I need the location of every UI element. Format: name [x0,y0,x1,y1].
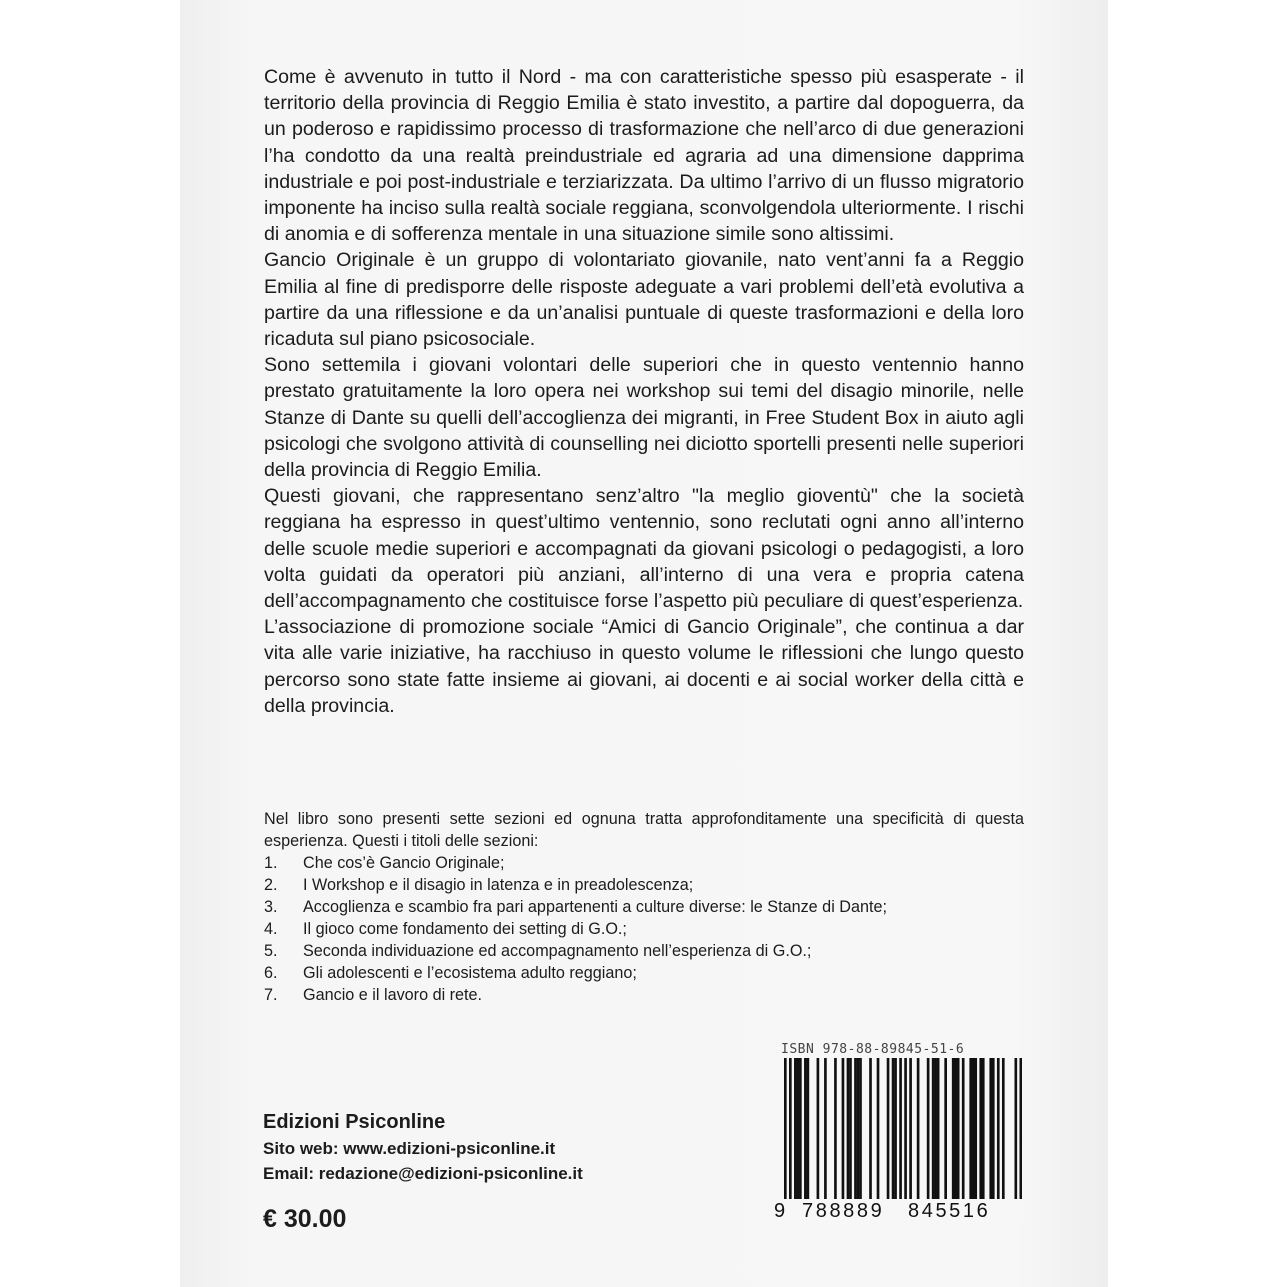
barcode-bar [789,1058,792,1218]
barcode-lead-digit: 9 [774,1200,786,1222]
book-price: € 30.00 [263,1205,347,1233]
barcode-bar [859,1058,862,1200]
barcode-bar [1014,1058,1017,1218]
barcode-bar [784,1058,787,1218]
barcode-bar [824,1058,827,1200]
barcode-bar [817,1058,820,1200]
barcode-bar [869,1058,872,1200]
list-item-text: Seconda individuazione ed accompagnamento nell’esperienza di G.O.; [303,942,812,960]
barcode-bar [899,1058,902,1218]
list-item [264,984,1024,1006]
barcode-bar [1002,1058,1005,1200]
barcode-right-group: 845516 [908,1200,991,1222]
barcode-bar [794,1058,797,1200]
list-item-number: 5. [264,942,278,960]
description-paragraph-5: L’associazione di promozione sociale “Amici di Gancio Originale”, che continua a dar vita alle varie iniziative, ha racchiuso in questo volume le riflessioni che lungo questo percorso sono state fatte insieme ai giovani, ai docenti e ai social worker della città e della provincia. [264,616,1024,717]
barcode-bar [807,1058,810,1200]
barcode-bar [982,1058,985,1200]
description-paragraph-1: Come è avvenuto in tutto il Nord - ma con caratteristiche spesso più esasperate - il territorio della provincia di Reggio Emilia è stato investito, a partire dal dopoguerra, da un poderoso e rapidissimo processo di trasformazione che nell’arco di due generazioni l’ha condotto da una realtà preindustriale ed agraria ad una dimensione dapprima industriale e poi post-industriale e terziarizzata. Da ultimo l’arrivo di un flusso migratorio imponente ha inciso sulla realtà sociale reggiana, sconvolgendola ulteriormente. I rischi di anomia e di sofferenza mentale in una situazione simile sono altissimi. [264,66,1024,246]
barcode-bar [952,1058,955,1200]
barcode-bar [887,1058,890,1200]
list-item-text: I Workshop e il disagio in latenza e in preadolescenza; [303,876,694,894]
list-item-number: 1. [264,854,278,872]
publisher-name: Edizioni Psiconline [263,1111,446,1133]
list-item-number: 6. [264,964,278,982]
barcode-bar [957,1058,960,1200]
sections-summary [264,808,1024,1006]
barcode-bar [797,1058,800,1200]
list-item [264,896,1024,918]
barcode-left-group: 788889 [802,1200,885,1222]
publisher-email: Email: redazione@edizioni-psiconline.it [263,1164,583,1183]
barcode-bar [834,1058,837,1200]
list-item [264,874,1024,896]
list-item [264,852,1024,874]
barcode-bar [979,1058,982,1200]
list-item-text: Gli adolescenti e l’ecosistema adulto reggiano; [303,964,637,982]
list-item [264,940,1024,962]
barcode-bar [877,1058,880,1200]
list-item [264,962,1024,984]
list-item-text: Il gioco come fondamento dei setting di G.O.; [303,920,627,938]
description-paragraph-3: Sono settemila i giovani volontari delle superiori che in questo ventennio hanno prestato gratuitamente la loro opera nei workshop sui temi del disagio minorile, nelle Stanze di Dante su quelli dell’accoglienza dei migranti, in Free Student Box in aiuto agli psicologi che svolgono attività di counselling nei diciotto sportelli presenti nelle superiori della provincia di Reggio Emilia. [264,354,1024,482]
list-item-number: 7. [264,986,278,1004]
barcode-bar [892,1058,895,1200]
barcode-bar [894,1058,897,1200]
barcode-bar [954,1058,957,1200]
isbn-label: ISBN 978-88-89845-51-6 [781,1042,965,1057]
list-item [264,918,1024,940]
barcode-bar [997,1058,1000,1200]
barcode-digits [774,1199,1024,1225]
barcode-bar [932,1058,935,1200]
barcode-bar [917,1058,920,1200]
barcode-bar [962,1058,965,1200]
barcode-bar [909,1058,912,1200]
list-item-text: Che cos’è Gancio Originale; [303,854,505,872]
barcode-bar [969,1058,972,1200]
barcode-bar [937,1058,940,1200]
barcode-bar [992,1058,995,1200]
description-paragraph-2: Gancio Originale è un gruppo di volontariato giovanile, nato vent’anni fa a Reggio Emilia al fine di predisporre delle risposte adeguate a vari problemi dell’età evolutiva a partire da una riflessione e da un’analisi puntuale di queste trasformazioni e della loro ricaduta sul piano psicosociale. [264,249,1024,351]
barcode-bar [944,1058,947,1200]
barcode-bar [842,1058,845,1200]
barcode-bar [904,1058,907,1218]
sections-list [264,852,1024,1006]
barcode-bar [972,1058,975,1200]
publisher-block [263,1108,583,1186]
barcode-bar [934,1058,937,1200]
barcode-bar [974,1058,977,1200]
barcode-bar [927,1058,930,1200]
book-description [264,64,1024,719]
description-paragraph-4: Questi giovani, che rappresentano senz’altro "la meglio gioventù" che la società reggiana ha espresso in quest’ultimo ventennio, sono reclutati ogni anno all’interno delle scuole medie superiori e accompagnati da giovani psicologi o pedagogisti, a loro volta guidati da operatori più anziani, all’interno di una vera e propria catena dell’accompagnamento che costituisce forse l’aspetto più peculiare di quest’esperienza. [264,485,1024,613]
sections-intro: Nel libro sono presenti sette sezioni ed ognuna tratta approfonditamente una specificità di questa esperienza. Questi i titoli delle sezioni: [264,810,1024,850]
list-item-text: Accoglienza e scambio fra pari appartenenti a culture diverse: le Stanze di Dante; [303,898,887,916]
barcode-bar [854,1058,857,1200]
list-item-number: 4. [264,920,278,938]
list-item-text: Gancio e il lavoro di rete. [303,986,483,1004]
publisher-website: Sito web: www.edizioni-psiconline.it [263,1139,556,1158]
barcode-bar [799,1058,802,1200]
barcode-bar [989,1058,992,1200]
barcode-bar [847,1058,850,1200]
barcode-bar [849,1058,852,1200]
barcode-bar [804,1058,807,1200]
list-item-number: 2. [264,876,278,894]
barcode-bar [857,1058,860,1200]
list-item-number: 3. [264,898,278,916]
barcode-bar [1019,1058,1022,1218]
